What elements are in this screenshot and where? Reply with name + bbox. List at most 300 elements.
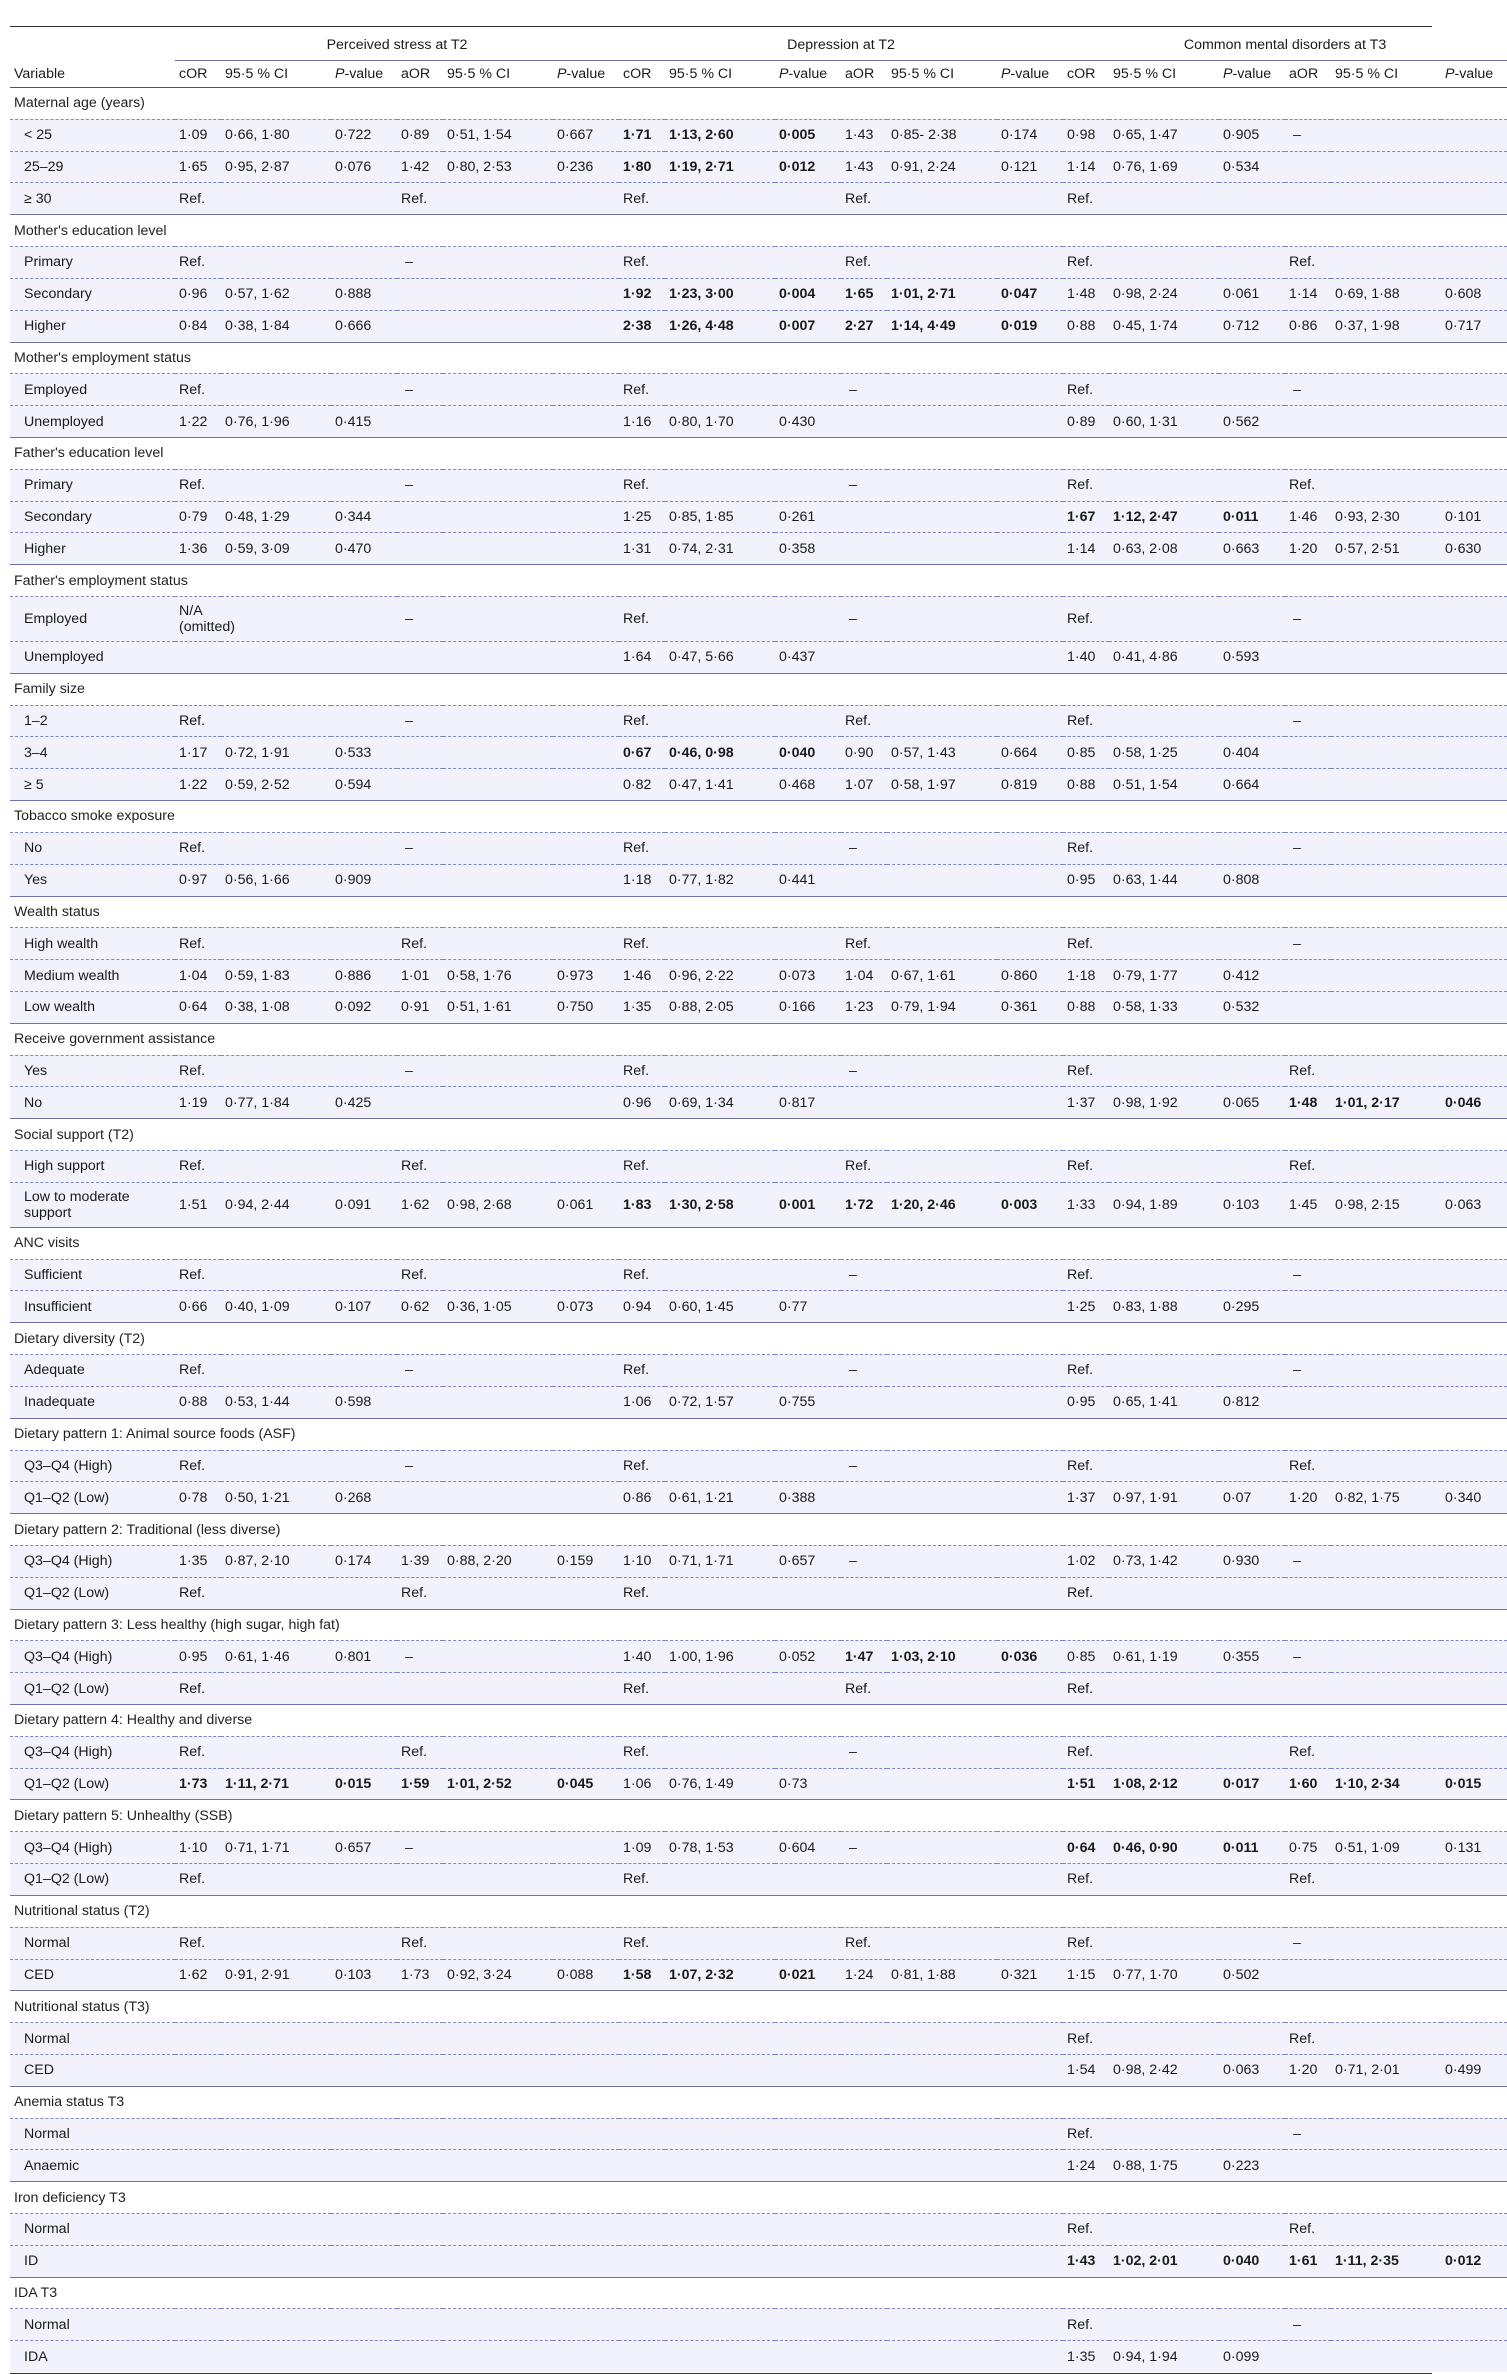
- row-label: ≥ 30: [10, 183, 175, 215]
- table-cell: 1·64: [619, 642, 665, 674]
- table-cell: 0·103: [1219, 1182, 1285, 1227]
- column-header: P-value: [1441, 61, 1507, 88]
- table-cell: 0·061: [553, 1182, 619, 1227]
- table-cell: [887, 2214, 997, 2246]
- table-cell: 1·18: [1063, 960, 1109, 992]
- table-cell: 0·801: [331, 1641, 397, 1673]
- table-cell: 0·930: [1219, 1545, 1285, 1577]
- table-cell: 0·355: [1219, 1641, 1285, 1673]
- table-cell: [997, 374, 1063, 406]
- table-cell: 0·663: [1219, 533, 1285, 565]
- table-cell: [1109, 2214, 1219, 2246]
- table-cell: 2·38: [619, 310, 665, 342]
- table-cell: [997, 928, 1063, 960]
- table-cell: [1331, 1291, 1441, 1323]
- table-cell: [553, 832, 619, 864]
- row-label: Secondary: [10, 278, 175, 310]
- table-cell: 1·73: [397, 1959, 443, 1991]
- table-cell: Ref.: [1285, 2023, 1331, 2055]
- table-cell: [775, 2341, 841, 2372]
- row-label: Low wealth: [10, 991, 175, 1023]
- table-row: [10, 406, 1507, 438]
- table-cell: 0·82, 1·75: [1331, 1482, 1441, 1514]
- table-cell: 0·73: [775, 1768, 841, 1800]
- table-cell: [1219, 1055, 1285, 1087]
- table-cell: [887, 2309, 997, 2341]
- row-label: Nutritional status (T2): [10, 1895, 175, 1927]
- table-cell: 0·321: [997, 1959, 1063, 1991]
- table-cell: 0·80, 1·70: [665, 406, 775, 438]
- table-cell: [1285, 737, 1331, 769]
- table-cell: [175, 2309, 221, 2341]
- table-cell: [1219, 928, 1285, 960]
- table-cell: [397, 533, 443, 565]
- table-cell: 0·722: [331, 119, 397, 151]
- table-cell: 0·66, 1·80: [221, 119, 331, 151]
- table-cell: [841, 1577, 887, 1609]
- table-cell: 0·594: [331, 769, 397, 801]
- table-cell: Ref.: [397, 1927, 443, 1959]
- table-cell: 0·92, 3·24: [443, 1959, 553, 1991]
- table-top-rule: [10, 26, 1432, 27]
- header-variable: Variable: [10, 61, 175, 88]
- table-cell: Ref.: [619, 597, 665, 642]
- table-cell: Ref.: [841, 705, 887, 737]
- row-label: 3–4: [10, 737, 175, 769]
- table-cell: [1109, 2118, 1219, 2150]
- table-cell: Ref.: [619, 1864, 665, 1896]
- table-row: [10, 1577, 1507, 1609]
- table-cell: 1·19, 2·71: [665, 151, 775, 183]
- table-cell: –: [841, 832, 887, 864]
- table-cell: 0·534: [1219, 151, 1285, 183]
- table-cell: [1109, 597, 1219, 642]
- row-label: Primary: [10, 247, 175, 279]
- table-cell: [221, 1450, 331, 1482]
- table-cell: –: [397, 247, 443, 279]
- table-cell: 1·72: [841, 1182, 887, 1227]
- table-cell: 0·57, 2·51: [1331, 533, 1441, 565]
- table-cell: [997, 2245, 1063, 2277]
- table-cell: [887, 406, 997, 438]
- table-cell: [221, 247, 331, 279]
- table-cell: [1285, 151, 1331, 183]
- table-cell: [887, 469, 997, 501]
- row-label: Father's education level: [10, 437, 175, 469]
- table-cell: 0·77, 1·70: [1109, 1959, 1219, 1991]
- table-cell: Ref.: [619, 1673, 665, 1705]
- table-cell: [997, 533, 1063, 565]
- table-cell: 1·01: [397, 960, 443, 992]
- group-filler: [175, 1895, 1507, 1927]
- row-label: Q1–Q2 (Low): [10, 1673, 175, 1705]
- table-cell: [553, 597, 619, 642]
- group-filler: [175, 2277, 1507, 2309]
- table-group-row: [10, 2182, 1507, 2214]
- table-cell: [1331, 1927, 1441, 1959]
- table-cell: [1331, 928, 1441, 960]
- table-cell: 0·83, 1·88: [1109, 1291, 1219, 1323]
- table-cell: 1·01, 2·71: [887, 278, 997, 310]
- table-cell: [841, 2245, 887, 2277]
- table-cell: 0·499: [1441, 2054, 1507, 2086]
- row-label: Yes: [10, 1055, 175, 1087]
- table-cell: [443, 642, 553, 674]
- row-label: CED: [10, 1959, 175, 1991]
- table-cell: 0·073: [553, 1291, 619, 1323]
- table-group-row: [10, 1895, 1507, 1927]
- table-cell: 0·51, 1·54: [1109, 769, 1219, 801]
- table-group-row: [10, 1323, 1507, 1355]
- row-label: Anaemic: [10, 2150, 175, 2182]
- table-cell: 0·57, 1·43: [887, 737, 997, 769]
- column-header: P-value: [775, 61, 841, 88]
- row-label: Wealth status: [10, 896, 175, 928]
- table-row: [10, 1768, 1507, 1800]
- table-cell: 0·004: [775, 278, 841, 310]
- table-group-row: [10, 673, 1507, 705]
- row-label: Primary: [10, 469, 175, 501]
- table-row: [10, 1151, 1507, 1183]
- table-cell: 1·07, 2·32: [665, 1959, 775, 1991]
- table-cell: –: [1285, 928, 1331, 960]
- table-cell: [553, 2341, 619, 2372]
- row-label: Q1–Q2 (Low): [10, 1864, 175, 1896]
- table-cell: 0·77, 1·84: [221, 1087, 331, 1119]
- row-label: Higher: [10, 533, 175, 565]
- table-cell: 0·63, 2·08: [1109, 533, 1219, 565]
- table-cell: [1219, 597, 1285, 642]
- table-cell: [1109, 247, 1219, 279]
- table-cell: [841, 2309, 887, 2341]
- table-row: [10, 310, 1507, 342]
- table-cell: 0·79, 1·77: [1109, 960, 1219, 992]
- table-cell: [1109, 1736, 1219, 1768]
- table-cell: Ref.: [1063, 597, 1109, 642]
- table-row: [10, 642, 1507, 674]
- table-cell: –: [397, 597, 443, 642]
- table-cell: 0·61, 1·21: [665, 1482, 775, 1514]
- table-group-row: [10, 2086, 1507, 2118]
- table-cell: [221, 2118, 331, 2150]
- table-group-row: [10, 342, 1507, 374]
- table-cell: [997, 2341, 1063, 2372]
- table-cell: [331, 374, 397, 406]
- table-cell: 0·51, 1·61: [443, 991, 553, 1023]
- table-cell: 0·74, 2·31: [665, 533, 775, 565]
- table-cell: [1219, 469, 1285, 501]
- table-cell: 1·22: [175, 406, 221, 438]
- table-cell: [1331, 737, 1441, 769]
- table-cell: [665, 469, 775, 501]
- table-cell: [397, 2118, 443, 2150]
- table-cell: Ref.: [619, 1577, 665, 1609]
- table-cell: [997, 1577, 1063, 1609]
- table-cell: Ref.: [1063, 2214, 1109, 2246]
- table-cell: Ref.: [175, 705, 221, 737]
- row-label: ANC visits: [10, 1227, 175, 1259]
- table-cell: [1441, 1864, 1507, 1896]
- table-cell: [1441, 2023, 1507, 2055]
- table-cell: [553, 278, 619, 310]
- table-row: [10, 119, 1507, 151]
- table-cell: 1·04: [175, 960, 221, 992]
- table-cell: [553, 247, 619, 279]
- table-cell: 0·021: [775, 1959, 841, 1991]
- table-cell: [553, 737, 619, 769]
- column-header: aOR: [397, 61, 443, 88]
- table-cell: [1331, 2214, 1441, 2246]
- row-label: ID: [10, 2245, 175, 2277]
- table-row: [10, 1864, 1507, 1896]
- table-cell: 0·295: [1219, 1291, 1285, 1323]
- table-cell: Ref.: [1285, 469, 1331, 501]
- table-row: [10, 769, 1507, 801]
- table-cell: [775, 928, 841, 960]
- table-cell: [553, 374, 619, 406]
- table-cell: Ref.: [175, 1673, 221, 1705]
- table-cell: Ref.: [397, 1151, 443, 1183]
- table-cell: [1219, 1864, 1285, 1896]
- table-cell: [443, 1832, 553, 1864]
- row-label: No: [10, 1087, 175, 1119]
- table-cell: 0·89: [397, 119, 443, 151]
- table-cell: [221, 2341, 331, 2372]
- table-cell: 0·909: [331, 864, 397, 896]
- row-label: Mother's education level: [10, 215, 175, 247]
- table-cell: [887, 1291, 997, 1323]
- table-cell: [397, 2214, 443, 2246]
- table-cell: Ref.: [619, 1055, 665, 1087]
- table-cell: [1285, 1577, 1331, 1609]
- table-cell: [997, 501, 1063, 533]
- table-cell: [887, 1864, 997, 1896]
- table-cell: 1·47: [841, 1641, 887, 1673]
- table-cell: [443, 2341, 553, 2372]
- table-cell: 0·223: [1219, 2150, 1285, 2182]
- table-cell: [887, 705, 997, 737]
- table-cell: [775, 1927, 841, 1959]
- table-cell: [1331, 832, 1441, 864]
- table-cell: [1331, 2023, 1441, 2055]
- table-cell: [1331, 1959, 1441, 1991]
- header-column-row: [10, 61, 1507, 88]
- table-cell: 1·43: [841, 151, 887, 183]
- table-row: [10, 1959, 1507, 1991]
- row-label: Dietary pattern 3: Less healthy (high sugar, high fat): [10, 1609, 175, 1641]
- table-cell: [397, 2150, 443, 2182]
- table-cell: [443, 2214, 553, 2246]
- table-cell: [175, 2118, 221, 2150]
- table-cell: [553, 1355, 619, 1387]
- table-cell: Ref.: [619, 1355, 665, 1387]
- table-group-row: [10, 1023, 1507, 1055]
- column-header: P-value: [553, 61, 619, 88]
- table-cell: [331, 1736, 397, 1768]
- table-cell: 0·98, 2·68: [443, 1182, 553, 1227]
- table-row: [10, 960, 1507, 992]
- table-cell: 1·35: [175, 1545, 221, 1577]
- table-cell: [997, 1450, 1063, 1482]
- table-cell: 0·38, 1·84: [221, 310, 331, 342]
- table-cell: –: [841, 597, 887, 642]
- row-label: Q1–Q2 (Low): [10, 1482, 175, 1514]
- table-cell: Ref.: [175, 1151, 221, 1183]
- table-cell: [841, 533, 887, 565]
- table-group-row: [10, 1609, 1507, 1641]
- table-cell: 1·08, 2·12: [1109, 1768, 1219, 1800]
- row-label: Normal: [10, 1927, 175, 1959]
- table-cell: 0·888: [331, 278, 397, 310]
- table-cell: [443, 1864, 553, 1896]
- table-cell: 0·51, 1·54: [443, 119, 553, 151]
- table-cell: 0·344: [331, 501, 397, 533]
- table-cell: [887, 247, 997, 279]
- table-cell: [331, 1259, 397, 1291]
- table-cell: [1219, 1927, 1285, 1959]
- table-cell: [221, 1864, 331, 1896]
- table-cell: 0·64: [1063, 1832, 1109, 1864]
- table-cell: [887, 1450, 997, 1482]
- table-cell: [1331, 2309, 1441, 2341]
- table-cell: –: [397, 832, 443, 864]
- table-cell: 0·95, 2·87: [221, 151, 331, 183]
- table-cell: [397, 310, 443, 342]
- table-cell: [553, 1864, 619, 1896]
- table-cell: [665, 2245, 775, 2277]
- table-cell: [1441, 374, 1507, 406]
- table-cell: 0·85- 2·38: [887, 119, 997, 151]
- table-cell: Ref.: [175, 469, 221, 501]
- table-cell: [1285, 960, 1331, 992]
- table-row: [10, 1832, 1507, 1864]
- table-cell: [553, 1450, 619, 1482]
- row-label: Mother's employment status: [10, 342, 175, 374]
- table-cell: [331, 183, 397, 215]
- table-cell: [997, 1768, 1063, 1800]
- table-cell: [997, 597, 1063, 642]
- table-cell: [1331, 1545, 1441, 1577]
- table-cell: 1·02, 2·01: [1109, 2245, 1219, 2277]
- table-group-row: [10, 1800, 1507, 1832]
- table-cell: Ref.: [619, 1151, 665, 1183]
- table-cell: 0·58, 1·76: [443, 960, 553, 992]
- table-cell: [619, 2245, 665, 2277]
- table-cell: [997, 642, 1063, 674]
- table-cell: 1·26, 4·48: [665, 310, 775, 342]
- table-cell: 0·092: [331, 991, 397, 1023]
- column-header: cOR: [1063, 61, 1109, 88]
- table-cell: 0·60, 1·31: [1109, 406, 1219, 438]
- table-row: [10, 2150, 1507, 2182]
- table-cell: [397, 1864, 443, 1896]
- table-cell: [1109, 832, 1219, 864]
- table-cell: –: [397, 374, 443, 406]
- table-cell: [553, 864, 619, 896]
- group-filler: [175, 1991, 1507, 2023]
- table-cell: Ref.: [1063, 1355, 1109, 1387]
- table-cell: 0·76, 1·96: [221, 406, 331, 438]
- table-cell: [775, 469, 841, 501]
- table-cell: 0·79, 1·94: [887, 991, 997, 1023]
- table-cell: [1441, 928, 1507, 960]
- table-cell: 0·755: [775, 1386, 841, 1418]
- table-cell: Ref.: [1285, 1055, 1331, 1087]
- table-cell: [1219, 832, 1285, 864]
- table-cell: 1·35: [1063, 2341, 1109, 2372]
- table-cell: [1441, 642, 1507, 674]
- table-cell: 1·62: [175, 1959, 221, 1991]
- group-filler: [175, 565, 1507, 597]
- table-row: [10, 991, 1507, 1023]
- table-cell: [997, 406, 1063, 438]
- table-cell: [553, 1386, 619, 1418]
- table-cell: [775, 183, 841, 215]
- table-cell: Ref.: [1063, 705, 1109, 737]
- table-cell: [1331, 960, 1441, 992]
- table-cell: 0·91: [397, 991, 443, 1023]
- table-cell: [887, 533, 997, 565]
- table-cell: [1441, 737, 1507, 769]
- table-cell: 0·76, 1·49: [665, 1768, 775, 1800]
- table-cell: [1441, 597, 1507, 642]
- table-cell: [887, 2245, 997, 2277]
- table-row: [10, 469, 1507, 501]
- table-cell: [841, 2054, 887, 2086]
- table-cell: 0·88, 2·05: [665, 991, 775, 1023]
- table-cell: [443, 1386, 553, 1418]
- table-cell: 0·003: [997, 1182, 1063, 1227]
- table-cell: [397, 1673, 443, 1705]
- table-cell: 0·78: [175, 1482, 221, 1514]
- table-cell: –: [1285, 119, 1331, 151]
- table-cell: [1441, 151, 1507, 183]
- table-cell: –: [841, 469, 887, 501]
- table-cell: [775, 1577, 841, 1609]
- table-cell: 0·388: [775, 1482, 841, 1514]
- table-cell: [175, 2054, 221, 2086]
- table-cell: [1109, 1927, 1219, 1959]
- table-cell: [775, 705, 841, 737]
- table-cell: Ref.: [619, 374, 665, 406]
- table-cell: 0·85: [1063, 737, 1109, 769]
- table-cell: 0·412: [1219, 960, 1285, 992]
- table-group-row: [10, 1991, 1507, 2023]
- table-cell: 0·91, 2·24: [887, 151, 997, 183]
- table-cell: 1·80: [619, 151, 665, 183]
- table-cell: 0·174: [331, 1545, 397, 1577]
- table-cell: [553, 2245, 619, 2277]
- table-cell: 1·59: [397, 1768, 443, 1800]
- table-cell: 0·36, 1·05: [443, 1291, 553, 1323]
- table-cell: [1285, 2150, 1331, 2182]
- table-cell: [1441, 1055, 1507, 1087]
- table-cell: [443, 1055, 553, 1087]
- table-cell: 0·340: [1441, 1482, 1507, 1514]
- table-cell: [841, 1864, 887, 1896]
- table-cell: [887, 183, 997, 215]
- table-cell: [1219, 2118, 1285, 2150]
- table-cell: [887, 1386, 997, 1418]
- table-cell: [1285, 2341, 1331, 2372]
- table-cell: 0·71, 1·71: [665, 1545, 775, 1577]
- table-cell: 1·04: [841, 960, 887, 992]
- table-cell: 0·750: [553, 991, 619, 1023]
- table-cell: 0·076: [331, 151, 397, 183]
- table-cell: 0·470: [331, 533, 397, 565]
- table-cell: [665, 705, 775, 737]
- table-cell: 1·92: [619, 278, 665, 310]
